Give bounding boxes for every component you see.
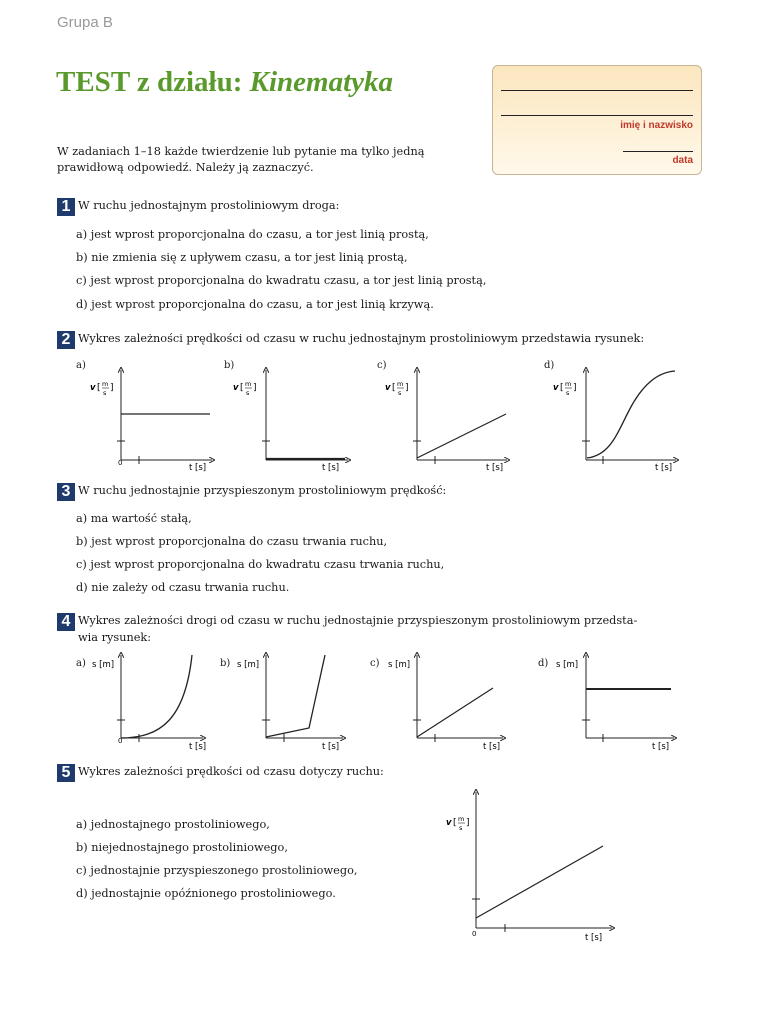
q4-graph-a-letter[interactable]: a) [76,658,86,669]
q2-graph-d-letter[interactable]: d) [544,360,555,371]
q4-graph-c [388,655,503,752]
question-4 [57,613,637,631]
q1-option-a[interactable]: a) jest wprost proporcjonalna do czasu, a tor jest linią prostą, [76,228,429,241]
data-line [417,414,506,458]
question-number: 1 [57,198,75,216]
question-number: 2 [57,331,75,349]
q5-option-a[interactable]: a) jednostajnego prostoliniowego, [76,818,270,831]
origin-label: 0 [472,930,477,938]
q4-graph-b [237,655,343,752]
group-label: Grupa B [57,14,113,31]
q1-option-d[interactable]: d) jest wprost proporcjonalna do czasu, a tor jest linią krzywą. [76,298,434,311]
t-axis-label: t [s] [585,933,603,943]
question-number: 5 [57,764,75,782]
v-axis-label: v [385,383,391,393]
v-unit-num: m [397,380,404,388]
q4-graph-b-letter[interactable]: b) [220,658,231,669]
name-label: imię i nazwisko [620,120,693,131]
data-line [266,655,325,737]
question-text: Wykres zależności prędkości od czasu dotyczy ruchu: [78,765,384,778]
q2-graph-a [90,370,212,473]
t-axis-label: t [s] [486,463,504,473]
svg-text:]: ] [573,383,577,393]
s-axis-label: s [m] [237,660,260,670]
question-3 [57,483,446,501]
question-text: W ruchu jednostajnie przyspieszonym prostoliniowym prędkość: [78,484,447,497]
origin-label: 0 [118,737,123,745]
v-axis-label: v [553,383,559,393]
t-axis-label: t [s] [655,463,673,473]
v-unit-den: s [103,389,107,397]
q2-graph-c [385,370,507,473]
svg-text:]: ] [466,818,470,828]
svg-text:[: [ [560,383,564,393]
s-axis-label: s [m] [92,660,115,670]
t-axis-label: t [s] [652,742,670,752]
data-curve [587,371,675,458]
question-text: Wykres zależności drogi od czasu w ruchu jednostajnie przyspieszonym prostoliniowym przedsta- [78,614,638,627]
v-unit-den: s [398,389,402,397]
v-axis-label: v [446,818,452,828]
v-unit-num: m [565,380,572,388]
question-number: 3 [57,483,75,501]
svg-text:]: ] [405,383,409,393]
q5-option-c[interactable]: c) jednostajnie przyspieszonego prostoliniowego, [76,864,358,877]
question-text: Wykres zależności prędkości od czasu w ruchu jednostajnym prostoliniowym przedstawia rysunek: [78,332,645,345]
v-unit-den: s [459,824,463,832]
v-unit-num: m [102,380,109,388]
v-unit-num: m [458,815,465,823]
svg-text:[: [ [97,383,101,393]
svg-text:]: ] [253,383,257,393]
v-unit-den: s [566,389,570,397]
q5-graph [446,792,612,943]
s-axis-label: s [m] [556,660,579,670]
q4-graph-c-letter[interactable]: c) [370,658,380,669]
data-line [476,846,603,918]
question-text-continued: wia rysunek: [78,631,152,644]
q1-option-b[interactable]: b) nie zmienia się z upływem czasu, a tor jest linią prostą, [76,251,408,264]
data-line [417,688,493,737]
date-label: data [672,155,693,166]
svg-text:[: [ [392,383,396,393]
v-unit-den: s [246,389,250,397]
q4-graph-d [556,655,674,752]
q4-graph-a [92,655,206,752]
q4-graph-d-letter[interactable]: d) [538,658,549,669]
q2-graph-c-letter[interactable]: c) [377,360,387,371]
q5-option-d[interactable]: d) jednostajnie opóźnionego prostoliniowego. [76,887,336,900]
question-5 [57,764,384,782]
t-axis-label: t [s] [483,742,501,752]
instructions: W zadaniach 1–18 każde twierdzenie lub pytanie ma tylko jedną prawidłową odpowiedź. Należy ją zaznaczyć. [57,145,425,174]
q2-graph-d [553,370,676,473]
data-curve [121,655,192,738]
v-axis-label: v [233,383,239,393]
t-axis-label: t [s] [189,742,207,752]
q3-option-b[interactable]: b) jest wprost proporcjonalna do czasu trwania ruchu, [76,535,388,548]
q1-option-c[interactable]: c) jest wprost proporcjonalna do kwadratu czasu, a tor jest linią prostą, [76,274,487,287]
svg-text:]: ] [110,383,114,393]
svg-text:[: [ [240,383,244,393]
t-axis-label: t [s] [322,742,340,752]
v-unit-num: m [245,380,252,388]
t-axis-label: t [s] [189,463,207,473]
q3-option-a[interactable]: a) ma wartość stałą, [76,512,192,525]
q2-graph-b [233,370,348,473]
q3-option-c[interactable]: c) jest wprost proporcjonalna do kwadratu czasu trwania ruchu, [76,558,445,571]
q3-option-d[interactable]: d) nie zależy od czasu trwania ruchu. [76,581,290,594]
v-axis-label: v [90,383,96,393]
question-text: W ruchu jednostajnym prostoliniowym droga: [78,199,340,212]
q2-graph-a-letter[interactable]: a) [76,360,86,371]
t-axis-label: t [s] [322,463,340,473]
question-number: 4 [57,613,75,631]
page-title: TEST z działu: Kinematyka [56,66,394,98]
s-axis-label: s [m] [388,660,411,670]
q5-option-b[interactable]: b) niejednostajnego prostoliniowego, [76,841,288,854]
origin-label: 0 [118,459,123,467]
q2-graph-b-letter[interactable]: b) [224,360,235,371]
svg-text:[: [ [453,818,457,828]
